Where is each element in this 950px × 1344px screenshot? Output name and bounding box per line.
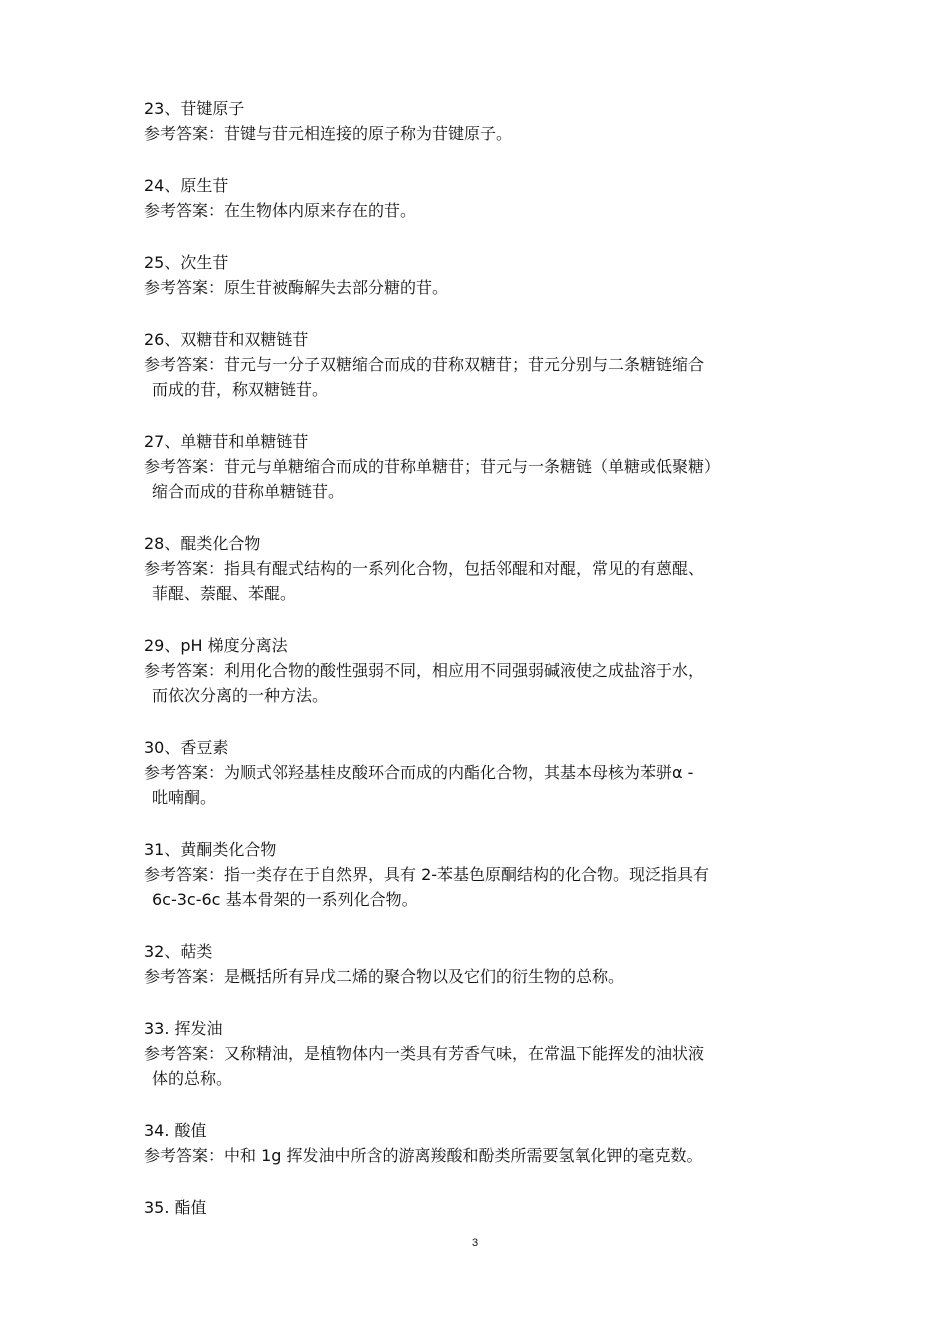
entry-answer: [144, 760, 824, 810]
answer-line: 参考答案：又称精油，是植物体内一类具有芳香气味，在常温下能挥发的油状液: [144, 1044, 705, 1063]
entry-answer: [144, 198, 824, 223]
glossary-entry-23: [144, 96, 824, 146]
entry-answer: [144, 556, 824, 606]
answer-line: 参考答案：苷元与单糖缩合而成的苷称单糖苷；苷元与一条糖链（单糖或低聚糖）: [144, 457, 721, 476]
answer-line: 参考答案：是概括所有异戊二烯的聚合物以及它们的衍生物的总称。: [144, 967, 625, 986]
entry-term: 31、黄酮类化合物: [144, 840, 277, 859]
glossary-entry-26: [144, 327, 824, 402]
page-number: 3: [471, 1237, 479, 1249]
glossary-entry-28: [144, 531, 824, 606]
entry-term: 29、pH 梯度分离法: [144, 636, 288, 655]
entry-answer: [144, 352, 824, 402]
glossary-entry-25: [144, 250, 824, 300]
entry-term: 28、醌类化合物: [144, 534, 261, 553]
answer-line: 参考答案：中和 1g 挥发油中所含的游离羧酸和酚类所需要氢氧化钾的毫克数。: [144, 1146, 703, 1165]
glossary-list: [144, 96, 824, 1247]
answer-line: 参考答案：原生苷被酶解失去部分糖的苷。: [144, 278, 449, 297]
glossary-entry-29: [144, 633, 824, 708]
answer-line: 而依次分离的一种方法。: [152, 686, 329, 705]
answer-line: 参考答案：指一类存在于自然界，具有 2-苯基色原酮结构的化合物。现泛指具有: [144, 865, 710, 884]
glossary-entry-34: [144, 1118, 824, 1168]
answer-line: 吡喃酮。: [152, 788, 217, 807]
entry-answer: [144, 862, 824, 912]
entry-term: 25、次生苷: [144, 253, 229, 272]
entry-term: 34. 酸值: [144, 1121, 207, 1140]
entry-answer: [144, 1143, 824, 1168]
entry-term: 32、萜类: [144, 942, 213, 961]
answer-line: 参考答案：利用化合物的酸性强弱不同，相应用不同强弱碱液使之成盐溶于水，: [144, 661, 705, 680]
answer-line: 参考答案：在生物体内原来存在的苷。: [144, 201, 417, 220]
glossary-entry-32: [144, 939, 824, 989]
answer-line: 参考答案：指具有醌式结构的一系列化合物，包括邻醌和对醌，常见的有蒽醌、: [144, 559, 705, 578]
glossary-entry-35: [144, 1195, 824, 1220]
entry-answer: [144, 964, 824, 989]
entry-term: 23、苷键原子: [144, 99, 245, 118]
entry-term: 24、原生苷: [144, 176, 229, 195]
answer-line: 参考答案：苷键与苷元相连接的原子称为苷键原子。: [144, 124, 513, 143]
glossary-entry-27: [144, 429, 824, 504]
entry-term: 35. 酯值: [144, 1198, 207, 1217]
entry-answer: [144, 1041, 824, 1091]
answer-line: 参考答案：苷元与一分子双糖缩合而成的苷称双糖苷；苷元分别与二条糖链缩合: [144, 355, 705, 374]
entry-answer: [144, 121, 824, 146]
answer-line: 菲醌、萘醌、苯醌。: [152, 584, 297, 603]
entry-term: 27、单糖苷和单糖链苷: [144, 432, 309, 451]
entry-term: 26、双糖苷和双糖链苷: [144, 330, 309, 349]
glossary-entry-31: [144, 837, 824, 912]
glossary-entry-24: [144, 173, 824, 223]
entry-answer: [144, 658, 824, 708]
entry-answer: [144, 275, 824, 300]
entry-term: 30、香豆素: [144, 738, 229, 757]
answer-line: 6c-3c-6c 基本骨架的一系列化合物。: [152, 890, 418, 909]
glossary-entry-30: [144, 735, 824, 810]
answer-line: 而成的苷，称双糖链苷。: [152, 380, 329, 399]
entry-term: 33. 挥发油: [144, 1019, 223, 1038]
answer-line: 参考答案：为顺式邻羟基桂皮酸环合而成的内酯化合物，其基本母核为苯骈α -: [144, 763, 694, 782]
glossary-entry-33: [144, 1016, 824, 1091]
answer-line: 体的总称。: [152, 1069, 233, 1088]
answer-line: 缩合而成的苷称单糖链苷。: [152, 482, 345, 501]
entry-answer: [144, 454, 824, 504]
